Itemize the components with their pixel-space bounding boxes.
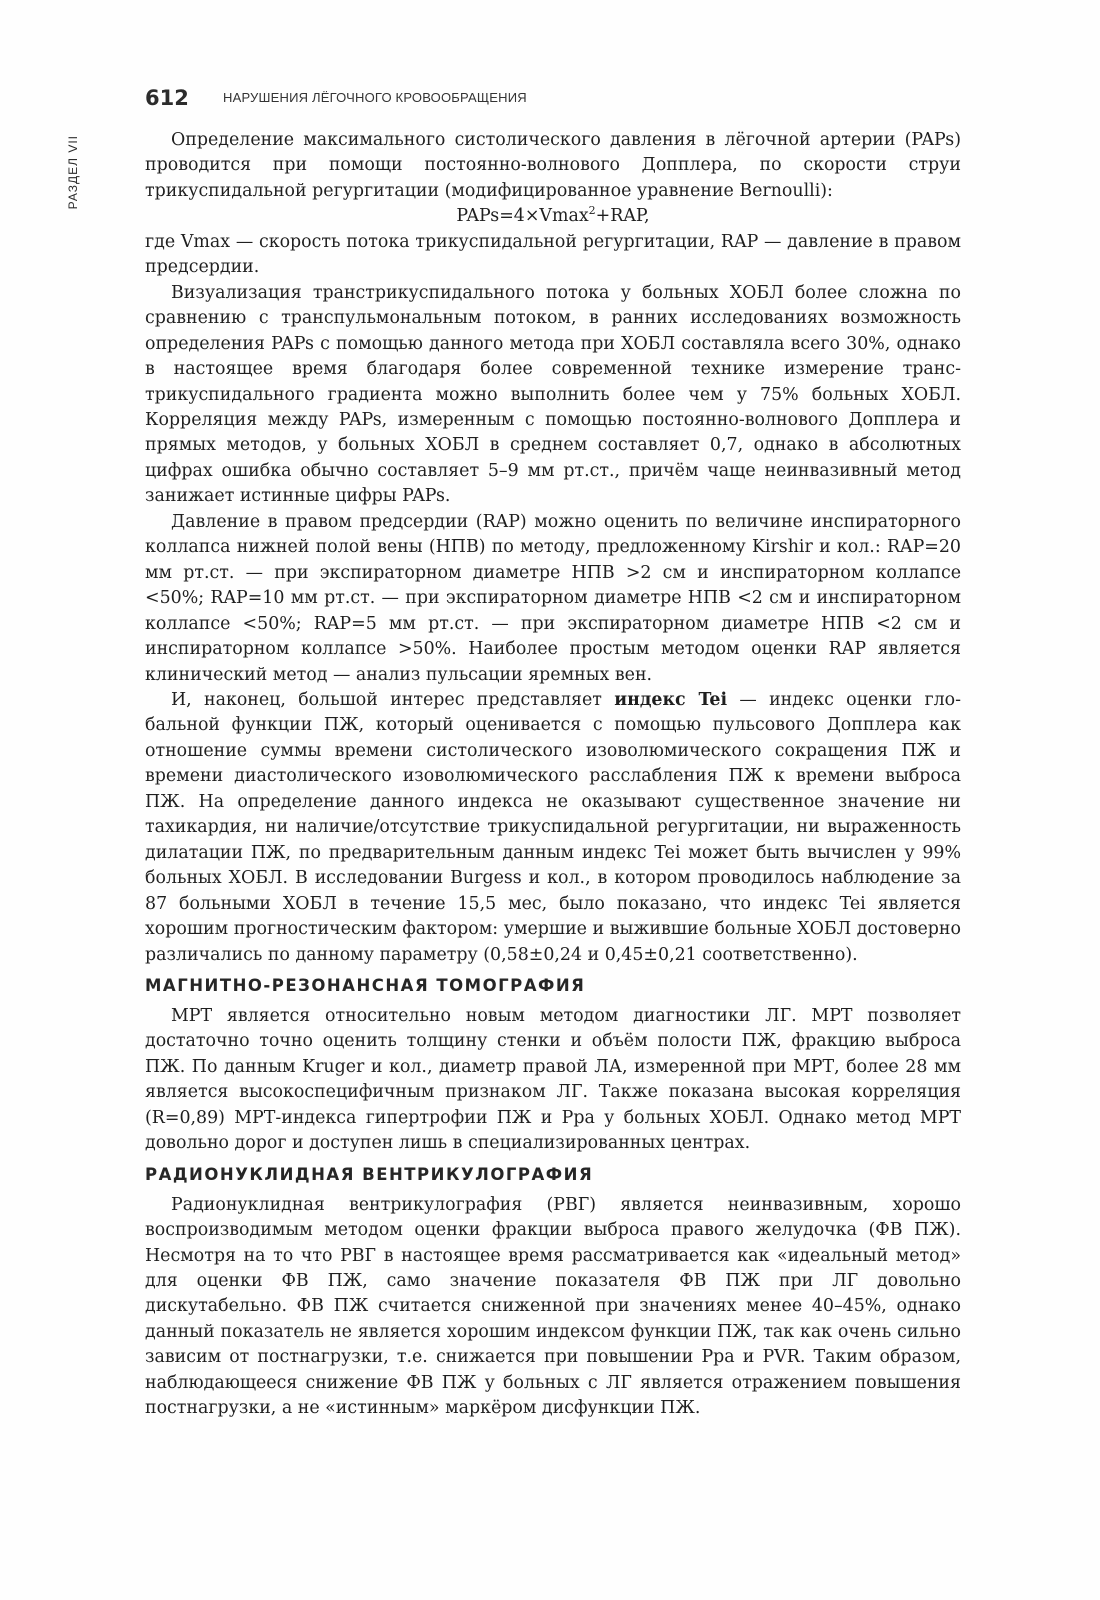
heading-mri: МАГНИТНО-РЕЗОНАНСНАЯ ТОМОГРАФИЯ <box>145 975 586 995</box>
paragraph-formula-explanation: где Vmax — скорость потока трикуспидальной регургитации, RAP — давление в правом предсердии. <box>145 231 961 278</box>
tei-lead-text: И, наконец, большой интерес представляет <box>171 689 615 710</box>
paragraph-paps-definition: Определение максимального систолического давления в лёгочной артерии (PAPs) проводится при помощи постоянно-волнового Допплера, по скорости струи трикуспидальной регургитации (модифицированное уравнение Bernoulli): <box>145 130 961 201</box>
section-side-label: РАЗДЕЛ VII <box>66 135 80 210</box>
heading-radionuclide-ventriculography: РАДИОНУКЛИДНАЯ ВЕНТРИКУЛОГРАФИЯ <box>145 1164 594 1184</box>
page-header <box>145 86 965 116</box>
tei-index-term: индекс Tei <box>614 689 728 710</box>
paragraph-rap-estimation: Давление в правом предсердии (RAP) можно оценить по величине инспираторного коллапса нижней полой вены (НПВ) по методу, предложенному Kirshir и кол.: RAP=20 мм рт.ст. — при экспираторном диаметре НПВ >2 см и инспираторном коллапсе <50%; RAP=10 мм рт.ст. — при экспираторном диаметре НПВ <2 см и инспираторном коллапсе <50%; RAP=5 мм рт.ст. — при экспираторном диаметре НПВ <2 см и инспираторном коллапсе >50%. Наиболее простым методом оценки RAP является клинический метод — анализ пульсации яремных вен. <box>145 511 961 685</box>
formula-paps <box>145 204 961 229</box>
formula-exponent: 2 <box>588 204 596 218</box>
paragraph-tei-index <box>145 688 961 968</box>
running-title: НАРУШЕНИЯ ЛЁГОЧНОГО КРОВООБРАЩЕНИЯ <box>223 90 527 105</box>
page-body <box>145 128 961 1422</box>
page-number: 612 <box>145 86 189 110</box>
paragraph-visualization: Визуализация транстрикуспидального потока у больных ХОБЛ более сложна по сравнению с транспульмональным потоком, в ранних исследованиях возможность определения PAPs с помощью данного метода при ХОБЛ составляла всего 30%, однако в настоящее время благодаря более современной технике измерение транстрикуспидального градиента можно выполнить более чем у 75% больных ХОБЛ. Корреляция между PAPs, измеренным с помощью постоянно-волнового Допплера и прямых методов, у больных ХОБЛ в среднем составляет 0,7, однако в абсолютных цифрах ошибка обычно составляет 5–9 мм рт.ст., причём чаще неинвазивный метод занижает истинные цифры PAPs. <box>145 282 961 507</box>
formula-main: PAPs=4×Vmax <box>456 206 589 227</box>
tei-body-text: — индекс оценки глобальной функции ПЖ, который оценивается с помощью пульсового Допплера как отношение суммы времени систолического изоволюмического сокращения ПЖ и времени диастолического изоволюмического расслабления ПЖ к времени выброса ПЖ. На определение данного индекса не оказывают существенное значение ни тахикардия, ни наличие/отсутствие трикуспидальной регургитации, ни выраженность дилатации ПЖ, по предварительным данным индекс Tei может быть вычислен у 99% больных ХОБЛ. В исследовании Burgess и кол., в котором проводилось наблюдение за 87 больными ХОБЛ в течение 15,5 мес, было показано, что индекс Tei является хорошим прогностическим фактором: умершие и выжившие больные ХОБЛ достоверно различались по данному параметру (0,58±0,24 и 0,45±0,21 соответственно). <box>145 689 961 965</box>
formula-tail: +RAP, <box>595 206 650 227</box>
paragraph-mri: МРТ является относительно новым методом диагностики ЛГ. МРТ позволяет достаточно точно оценить толщину стенки и объём полости ПЖ, фракцию выброса ПЖ. По данным Kruger и кол., диаметр правой ЛА, измеренной при МРТ, более 28 мм является высокоспецифичным признаком ЛГ. Также показана высокая корреляция (R=0,89) МРТ-индекса гипертрофии ПЖ и Ppa у больных ХОБЛ. Однако метод МРТ довольно дорог и доступен лишь в специализированных центрах. <box>145 1005 961 1154</box>
paragraph-radionuclide-ventriculography: Радионуклидная вентрикулография (РВГ) является неинвазивным, хорошо воспроизводимым методом оценки фракции выброса правого желудочка (ФВ ПЖ). Несмотря на то что РВГ в настоящее время рассматривается как «идеальный метод» для оценки ФВ ПЖ, само значение показателя ФВ ПЖ при ЛГ довольно дискутабельно. ФВ ПЖ считается сниженной при значениях менее 40–45%, однако данный показатель не является хорошим индексом функции ПЖ, так как очень сильно зависим от постнагрузки, т.е. снижается при повышении Ppa и PVR. Таким образом, наблюдающееся снижение ФВ ПЖ у больных с ЛГ является отражением повышения постнагрузки, а не «истинным» маркёром дисфункции ПЖ. <box>145 1194 961 1419</box>
